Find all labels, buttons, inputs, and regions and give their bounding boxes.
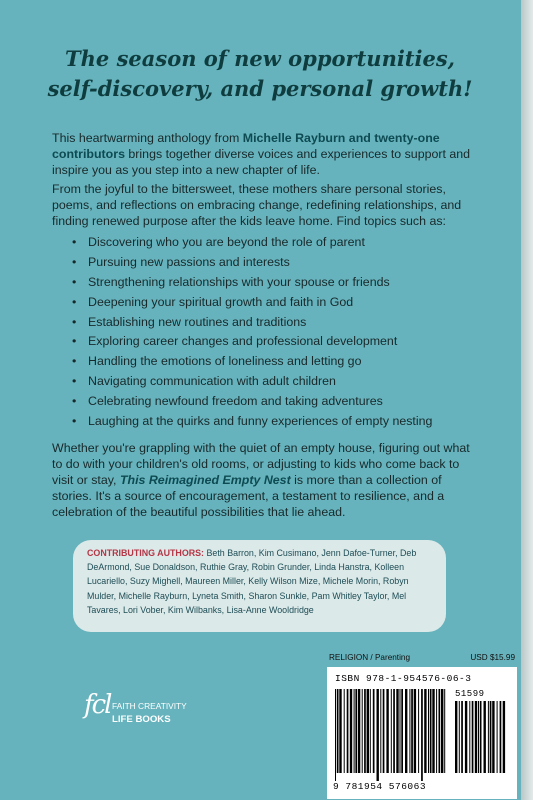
topic-item: • Deepening your spiritual growth and faith in God <box>52 293 482 313</box>
barcode-area <box>327 653 519 799</box>
intro-author-highlight: Michelle Rayburn and twenty-one contributors <box>52 131 440 161</box>
isbn-text: ISBN 978-1-954576-06-3 <box>335 673 472 684</box>
tagline-line-2: self-discovery, and personal growth! <box>47 76 473 101</box>
publisher-name-line-2: LIFE BOOKS <box>112 714 171 725</box>
topic-item: • Navigating communication with adult children <box>52 372 482 392</box>
topic-item: • Celebrating newfound freedom and taking adventures <box>52 392 482 412</box>
main-barcode <box>335 689 447 781</box>
publisher-logo-mark: fcl <box>84 690 111 720</box>
contributing-authors-panel <box>73 540 446 632</box>
topic-item: • Establishing new routines and traditions <box>52 313 482 333</box>
topic-item: • Handling the emotions of loneliness and letting go <box>52 352 482 372</box>
topics-list <box>52 233 482 432</box>
tagline-line-1: The season of new opportunities, <box>65 46 455 71</box>
intro-paragraph <box>52 130 482 178</box>
closing-paragraph <box>52 440 482 520</box>
publisher-logo <box>84 690 194 740</box>
ean-number: 9 781954 576063 <box>333 781 427 792</box>
price-label: USD $15.99 <box>470 653 515 662</box>
topic-item: • Exploring career changes and professional development <box>52 332 482 352</box>
category-label: RELIGION / Parenting <box>329 653 410 662</box>
book-title-inline: This Reimagined Empty Nest <box>119 473 291 487</box>
publisher-name <box>112 699 187 727</box>
closing-text-end: is more than a collection of stories. It's a source of encouragement, a testament to resilience, and a celebration of the beautiful possibilities that lie ahead. <box>52 473 445 519</box>
contributing-authors-names: Beth Barron, Kim Cusimano, Jenn Dafoe-Turner, Deb DeArmond, Sue Donaldson, Ruthie Gray, Robin Grunder, Linda Hanstra, Kolleen Lucariello, Suzy Mighell, Maureen Miller, Kelly Wilson Mize, Michele Morin, Robyn Mulder, Michelle Rayburn, Lyneta Smith, Sharon Sunkle, Pam Whitley Taylor, Mel Tavares, Lori Vober, Kim Wilbanks, Lisa-Anne Wooldridge <box>87 548 417 615</box>
closing-text-start: Whether you're grappling with the quiet of an empty house, figuring out what to do with your children's old rooms, or adjusting to kids who come back to visit or stay, <box>52 441 470 487</box>
barcode-box <box>327 667 517 799</box>
topic-item: • Laughing at the quirks and funny experiences of empty nesting <box>52 412 482 432</box>
topic-item: • Pursuing new passions and interests <box>52 253 482 273</box>
topic-item: • Strengthening relationships with your spouse or friends <box>52 273 482 293</box>
publisher-name-line-1: FAITH CREATIVITY <box>112 701 187 711</box>
description-paragraph: From the joyful to the bittersweet, these mothers share personal stories, poems, and reflections on embracing change, redefining relationships, and finding renewed purpose after the kids leave home. Find topics such as: <box>52 182 462 228</box>
topic-item: • Discovering who you are beyond the role of parent <box>52 233 482 253</box>
intro-text-start: This heartwarming anthology from <box>52 131 243 145</box>
supplement-barcode <box>455 701 507 781</box>
supplement-code: 51599 <box>455 689 485 699</box>
intro-text-end: brings together diverse voices and experiences to support and inspire you as you step into a new chapter of life. <box>52 147 471 177</box>
tagline <box>40 44 480 104</box>
contributing-authors-label: CONTRIBUTING AUTHORS: <box>87 548 205 558</box>
page-edge <box>521 0 533 800</box>
